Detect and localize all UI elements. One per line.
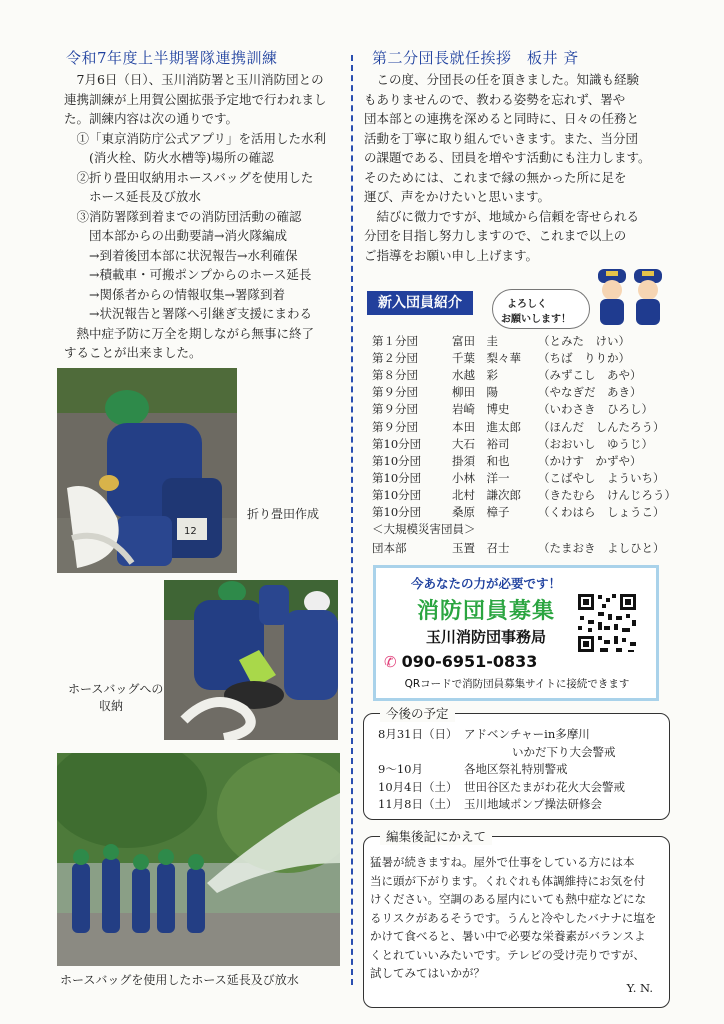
qr-code[interactable] bbox=[576, 592, 638, 654]
member-reading: （とみた けい） bbox=[538, 334, 630, 348]
training-item: →到着後団本部に状況報告→水利確保 bbox=[64, 247, 298, 263]
schedule-event: いかだ下り大会警戒 bbox=[512, 744, 616, 759]
photo-caption-folding: 折り畳田作成 bbox=[247, 507, 320, 521]
text-line: 熱中症予防に万全を期しながら無事に終了 bbox=[64, 325, 315, 341]
member-unit: 第10分団 bbox=[372, 453, 422, 468]
member-row bbox=[372, 419, 672, 436]
member-unit: 第２分団 bbox=[372, 351, 418, 366]
training-item: (消火栓、防火水槽等)場所の確認 bbox=[64, 150, 274, 165]
text-line: そのためには、これまで縁の無かった所に足を bbox=[364, 169, 627, 185]
text-line: るリスクがあるそうです。うんと冷やしたバナナに塩を bbox=[370, 910, 657, 925]
member-name: 玉置 召士 bbox=[452, 541, 510, 556]
text-line: 試してみてはいかが？ bbox=[370, 966, 485, 980]
member-row bbox=[372, 350, 672, 367]
member-reading: （いわさき ひろし） bbox=[538, 402, 653, 417]
member-name: 桑原 樟子 bbox=[452, 505, 510, 519]
training-item: →積載車・可搬ポンプからのホース延長 bbox=[64, 267, 312, 282]
training-item: →状況報告と署隊へ引継ぎ支援にまわる bbox=[64, 306, 312, 321]
text-line: た。訓練内容は次の通りです。 bbox=[64, 111, 239, 126]
member-row bbox=[372, 487, 676, 504]
text-line: もありませんので、教わる姿勢を忘れず、署や bbox=[364, 91, 626, 107]
text-line: することが出来ました。 bbox=[64, 345, 202, 360]
member-row bbox=[372, 470, 672, 487]
member-row bbox=[372, 436, 672, 453]
member-name: 小林 洋一 bbox=[452, 470, 510, 485]
member-name: 本田 進太郎 bbox=[452, 419, 521, 434]
member-reading: （おおいし ゆうじ） bbox=[538, 436, 653, 451]
training-item: →関係者からの情報収集→署隊到着 bbox=[64, 286, 285, 302]
member-reading: （やなぎだ あき） bbox=[538, 385, 642, 400]
caption-line: 収納 bbox=[98, 699, 123, 713]
training-article-title: 令和7年度上半期署隊連携訓練 bbox=[66, 49, 278, 67]
bubble-line: お願いします！ bbox=[501, 314, 571, 325]
new-members-list bbox=[372, 333, 676, 563]
member-unit: 第10分団 bbox=[372, 487, 422, 502]
member-reading: （きたむら けんじろう） bbox=[538, 487, 676, 502]
member-reading: （くわはら しょうこ） bbox=[538, 505, 665, 519]
text-line: 当に頭が下がります。くれぐれも体調維持にお気を付 bbox=[370, 873, 646, 888]
training-article-body bbox=[64, 70, 327, 363]
member-reading: （ちば りりか） bbox=[538, 351, 630, 366]
text-line: ご指導をお願い申し上げます。 bbox=[364, 247, 539, 263]
text-line: 7月6日（日）、玉川消防署と玉川消防団との bbox=[64, 72, 324, 87]
training-item: ②折り畳田収納用ホースバッグを使用した bbox=[64, 169, 314, 185]
member-unit: 第９分団 bbox=[372, 385, 418, 400]
schedule-label: 今後の予定 bbox=[380, 704, 455, 722]
member-row bbox=[372, 504, 672, 521]
new-members-title: 新入団員紹介 bbox=[367, 291, 473, 315]
column-divider bbox=[351, 55, 353, 985]
member-row bbox=[372, 453, 672, 470]
recruit-tagline: 今あなたの力が必要です！ bbox=[410, 576, 561, 591]
editor-signature: Y. N. bbox=[626, 981, 653, 995]
schedule-date: 9～10月 bbox=[378, 762, 423, 776]
text-line: 運び、声をかけたいと思います。 bbox=[364, 189, 551, 204]
schedule-event: 世田谷区たまがわ花火大会警戒 bbox=[464, 779, 625, 794]
photo-caption-discharge: ホースバッグを使用したホース延長及び放水 bbox=[60, 973, 299, 987]
svg-text:12: 12 bbox=[184, 526, 197, 537]
greeting-article-title: 第二分団長就任挨拶 板井 斉 bbox=[372, 49, 579, 67]
text-line: 結びに微力ですが、地域から信頼を寄せられる bbox=[364, 208, 640, 224]
editor-note-box bbox=[363, 829, 670, 1008]
member-unit: 第９分団 bbox=[372, 419, 418, 434]
text-line: 分団を目指し努力しますので、これまで以上の bbox=[364, 228, 627, 243]
recruit-qr-note: QRコードで消防団員募集サイトに接続できます bbox=[404, 678, 630, 690]
editor-note-body bbox=[370, 853, 656, 983]
text-line: くとれていいみたいです。テレビの受け売りですが、 bbox=[370, 947, 645, 962]
member-name: 掛須 和也 bbox=[452, 453, 510, 468]
schedule-event: 各地区祭礼特別警戒 bbox=[464, 762, 568, 776]
greeting-article-body bbox=[364, 70, 651, 265]
schedule-date: 10月4日（土） bbox=[378, 779, 458, 794]
member-unit: 第９分団 bbox=[372, 402, 418, 417]
member-name: 岩崎 博史 bbox=[452, 402, 510, 417]
member-reading: （たまおき よしひと） bbox=[538, 541, 665, 556]
member-name: 大石 裕司 bbox=[452, 436, 510, 451]
photo-hose-bag bbox=[164, 580, 338, 740]
training-item: ③消防署隊到着までの消防団活動の確認 bbox=[64, 208, 302, 224]
member-name: 柳田 陽 bbox=[452, 385, 498, 400]
recruit-phone-row bbox=[384, 652, 537, 671]
recruit-heading: 消防団員募集 bbox=[416, 599, 555, 624]
schedule-date: 8月31日（日） bbox=[378, 727, 458, 741]
phone-icon: ✆ bbox=[384, 653, 397, 671]
member-unit: 第10分団 bbox=[372, 505, 422, 519]
text-line: かけて食べると、暑い中で必要な栄養素がバランスよ bbox=[370, 929, 646, 943]
member-row bbox=[372, 401, 672, 418]
member-row bbox=[372, 384, 672, 401]
member-name: 水越 彩 bbox=[452, 368, 498, 383]
training-item: 団本部からの出動要請→消火隊編成 bbox=[64, 228, 287, 243]
schedule-event: 玉川地域ポンプ操法研修会 bbox=[464, 797, 602, 811]
training-item: ホース延長及び放水 bbox=[64, 189, 201, 204]
member-reading: （こばやし よういち） bbox=[538, 470, 665, 485]
text-line: 団本部との連携を深めると同時に、日々の任務と bbox=[364, 111, 640, 126]
photo-caption-hose-bag bbox=[68, 680, 164, 714]
text-line: 連携訓練が上用賀公園拡張予定地で行われまし bbox=[64, 91, 327, 107]
schedule-list bbox=[364, 726, 669, 816]
text-line: この度、分団長の任を頂きました。知識も経験 bbox=[364, 72, 640, 87]
text-line: の課題である、団員を増やす活動にも注力します。 bbox=[364, 150, 651, 165]
firefighter-mascots bbox=[592, 263, 670, 329]
member-unit: 第８分団 bbox=[372, 368, 418, 383]
member-unit: 第１分団 bbox=[372, 334, 418, 348]
photo-folding-hose bbox=[57, 368, 237, 573]
member-unit: 第10分団 bbox=[372, 436, 422, 451]
member-unit: 第10分団 bbox=[372, 470, 422, 485]
photo-hose-discharge bbox=[57, 753, 340, 966]
member-row bbox=[372, 367, 672, 384]
editor-note-label: 編集後記にかえて bbox=[380, 827, 492, 845]
member-name: 千葉 梨々華 bbox=[452, 351, 521, 366]
member-reading: （かけす かずや） bbox=[538, 453, 642, 468]
caption-line: ホースバッグへの bbox=[68, 682, 164, 696]
text-line: 猛暑が続きますね。屋外で仕事をしている方には本 bbox=[370, 855, 635, 869]
member-row bbox=[372, 333, 672, 350]
member-reading: （ほんだ しんたろう） bbox=[538, 419, 665, 434]
recruit-office: 玉川消防団事務局 bbox=[425, 628, 546, 646]
greeting-bubble bbox=[492, 289, 590, 329]
disaster-members-label: ＜大規模災害団員＞ bbox=[372, 522, 476, 537]
bubble-line: よろしく bbox=[507, 299, 547, 310]
text-line: けください。空調のある屋内にいても熱中症などにな bbox=[370, 892, 646, 906]
schedule-box bbox=[363, 706, 670, 820]
training-item: ①「東京消防庁公式アプリ」を活用した水利 bbox=[64, 130, 327, 146]
schedule-event: アドベンチャーin多摩川 bbox=[464, 727, 590, 741]
schedule-date: 11月8日（土） bbox=[378, 797, 458, 811]
member-unit: 団本部 bbox=[372, 541, 407, 556]
member-reading: （みずこし あや） bbox=[538, 368, 642, 383]
text-line: 活動を丁寧に取り組んでいきます。また、当分団 bbox=[364, 130, 639, 146]
member-name: 北村 謙次郎 bbox=[452, 487, 521, 502]
member-row bbox=[372, 540, 672, 557]
recruit-phone[interactable]: 090-6951-0833 bbox=[401, 652, 538, 671]
recruitment-box bbox=[373, 565, 659, 701]
member-name: 富田 圭 bbox=[452, 334, 498, 348]
